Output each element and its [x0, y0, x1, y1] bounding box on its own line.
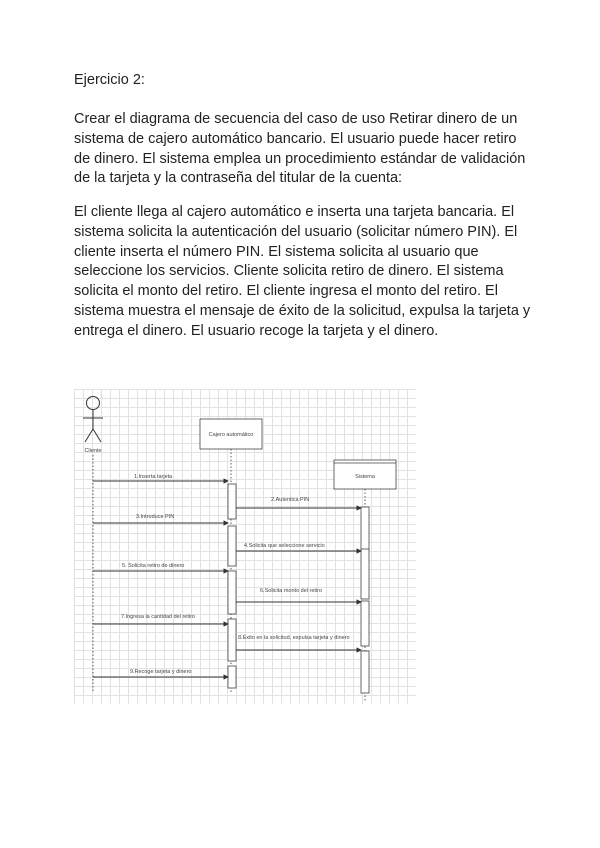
sequence-diagram	[74, 389, 416, 704]
atm-activation	[228, 484, 236, 519]
instructions-paragraph: Crear el diagrama de secuencia del caso de uso Retirar dinero de un sistema de cajero automático bancario. El usuario puede hacer retiro de dinero. El sistema emplea un procedimiento estándar de validación de la tarjeta y la contraseña del titular de la cuenta:	[74, 111, 526, 187]
message-label-5: 5. Solicita retiro de dinero	[122, 563, 185, 569]
scenario-paragraph: El cliente llega al cajero automático e inserta una tarjeta bancaria. El sistema solicita la autenticación del usuario (solicitar número PIN). El cliente inserta el número PIN. El sistema solicita al usuario que seleccione los servicios. Cliente solicita retiro de dinero. El sistema solicita el monto del retiro. El cliente ingresa el monto del retiro. El sistema muestra el mensaje de éxito de la solicitud, expulsa la tarjeta y entrega el dinero. El usuario recoge la tarjeta y el dinero.	[74, 204, 531, 339]
system-activation	[361, 549, 369, 599]
message-label-8: 8.Éxito en la solicitud, expulsa tarjeta y dinero	[238, 635, 350, 641]
system-lifeline-label: Sistema	[355, 474, 375, 480]
sequence-diagram-svg	[74, 389, 416, 704]
atm-activation	[228, 619, 236, 661]
message-label-1: 1.Inserta tarjeta	[134, 474, 173, 480]
exercise-heading: Ejercicio 2:	[74, 72, 145, 88]
message-label-2: 2.Autentica PIN	[271, 497, 310, 503]
atm-activation	[228, 666, 236, 688]
message-label-7: 7.Ingresa la cantidad del retiro	[121, 614, 195, 620]
actor-figure	[83, 397, 103, 443]
system-activation	[361, 651, 369, 693]
atm-activation	[228, 571, 236, 614]
message-label-6: 6.Solicita monto del retiro	[260, 588, 323, 594]
message-label-9: 9.Recoge tarjeta y dinero	[130, 669, 192, 675]
actor-label: Cliente	[84, 448, 102, 454]
system-activation	[361, 601, 369, 646]
message-label-3: 3.Introduce PIN	[136, 514, 175, 520]
message-label-4: 4.Solicita que seleccione servicio	[244, 543, 325, 549]
atm-lifeline-label: Cajero automático	[208, 432, 254, 438]
atm-activation	[228, 526, 236, 566]
system-activation	[361, 507, 369, 550]
